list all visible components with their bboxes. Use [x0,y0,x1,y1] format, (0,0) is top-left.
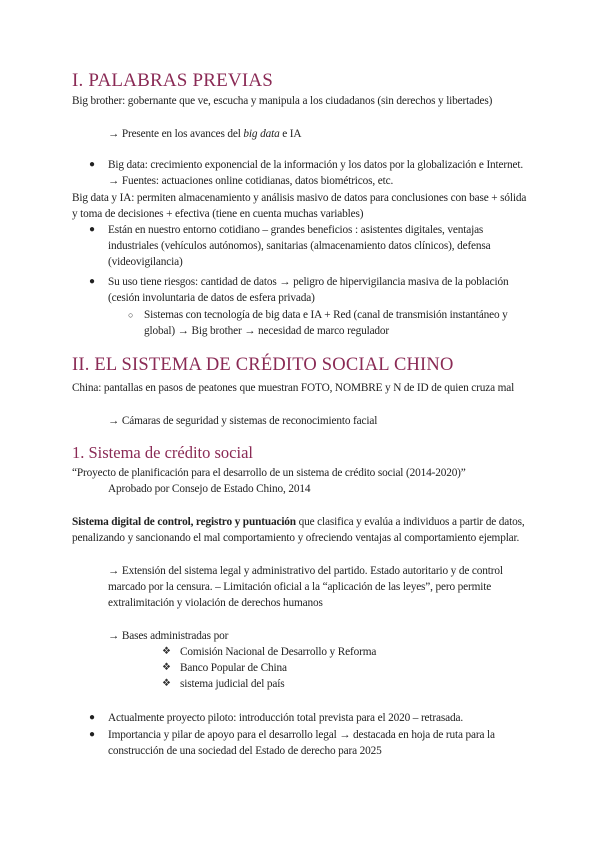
sub-bullet-sistemas: Sistemas con tecnología de big data e IA + Red (canal de transmisión instantáneo y global) → Big brother → necesidad de marco regulador [144,309,508,337]
big-data-ia-paragraph: Big data y IA: permiten almacenamiento y análisis masivo de datos para conclusiones con base + sólida y toma de decisiones + efectiva (tiene en cuenta muchas variables) [72,192,527,220]
diamond-bullet-icon: ❖ [162,646,171,657]
bases-item: sistema judicial del país [180,678,285,690]
bullet-importancia: Importancia y pilar de apoyo para el desarrollo legal → destacada en hoja de ruta para la construcción de una sociedad del Estado de derecho para 2025 [108,729,495,757]
bullet-icon: ● [89,159,96,170]
sistema-rest: que clasifica y evalúa a individuos a partir de datos, penalizando y sancionando el mal comportamiento y ofreciendo ventajas al comportamiento ejemplar. [72,516,525,544]
diamond-bullet-icon: ❖ [162,662,171,673]
sistema-paragraph [72,514,532,546]
bullet-icon: ● [89,729,96,740]
extension-paragraph: → Extensión del sistema legal y administrativo del partido. Estado autoritario y de control marcado por la censura. – Limitación oficial a la “aplicación de las leyes”, pero permite extralimitación y violación de derechos humanos [108,565,503,609]
diamond-bullet-icon: ❖ [162,678,171,689]
china-paragraph: China: pantallas en pasos de peatones que muestran FOTO, NOMBRE y N de ID de quien cruza mal [72,382,515,394]
presente-italic: big data [243,128,280,140]
bullet-entorno: Están en nuestro entorno cotidiano – grandes beneficios : asistentes digitales, ventajas industriales (vehículos autónomos), sanitarias (almacenamiento datos clínicos), defensa (videovigilancia) [108,224,491,268]
big-brother-definition: Big brother: gobernante que ve, escucha y manipula a los ciudadanos (sin derechos y libertades) [72,95,493,107]
section-2-title: II. EL SISTEMA DE CRÉDITO SOCIAL CHINO [72,355,454,375]
presente-suffix: e IA [279,128,302,140]
subsection-1-title: 1. Sistema de crédito social [72,443,253,462]
bullet-icon: ● [89,224,96,235]
presente-line [108,126,528,142]
bases-line: → Bases administradas por [108,630,229,642]
bullet-icon: ● [89,276,96,287]
bullet-riesgos: Su uso tiene riesgos: cantidad de datos → peligro de hipervigilancia masiva de la población (cesión involuntaria de datos de esfera privada) [108,276,509,304]
hollow-bullet-icon: ○ [128,310,134,320]
aprobado-line: Aprobado por Consejo de Estado Chino, 2014 [108,483,311,495]
bases-item: Banco Popular de China [180,662,287,674]
section-1-title: I. PALABRAS PREVIAS [72,70,274,91]
bullet-piloto: Actualmente proyecto piloto: introducción total prevista para el 2020 – retrasada. [108,712,464,724]
camaras-line: → Cámaras de seguridad y sistemas de reconocimiento facial [108,415,378,427]
bullet-icon: ● [89,712,96,723]
sistema-bold: Sistema digital de control, registro y puntuación [72,516,296,528]
quote-line: “Proyecto de planificación para el desarrollo de un sistema de crédito social (2014-2020)” [72,467,466,479]
presente-prefix: → Presente en los avances del [108,128,244,140]
bullet-big-data: Big data: crecimiento exponencial de la información y los datos por la globalización e Internet. → Fuentes: actuaciones online cotidianas, datos biométricos, etc. [108,159,524,187]
bases-item: Comisión Nacional de Desarrollo y Reforma [180,646,377,658]
